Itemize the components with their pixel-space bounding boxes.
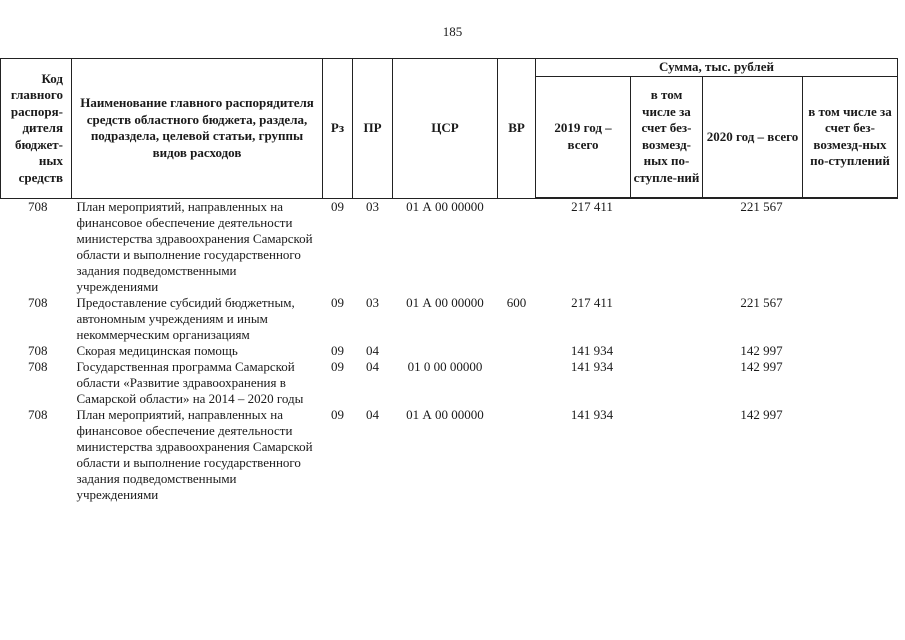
cell-name: Предоставление субсидий бюджетным, автономным учреждениям и иным некоммерческим организациям xyxy=(76,294,295,342)
header-2019-total: 2019 год – всего xyxy=(536,76,631,198)
cell-pr: 03 xyxy=(366,294,379,310)
table-row xyxy=(1,295,898,343)
cell-vr xyxy=(498,198,536,295)
header-pr: ПР xyxy=(353,59,393,199)
cell-csr: 01 0 00 00000 xyxy=(407,358,483,374)
header-rz: Рз xyxy=(323,59,353,199)
cell-vr: 600 xyxy=(506,294,527,310)
cell-2020-free xyxy=(803,343,898,359)
cell-2020-total: 221 567 xyxy=(740,294,783,310)
header-2019-free: в том числе за счет без-возмезд-ных по-ступле-ний xyxy=(631,76,703,198)
cell-pr: 04 xyxy=(366,358,379,374)
cell-2019-total: 141 934 xyxy=(570,406,614,422)
table-row xyxy=(1,407,898,503)
cell-csr: 01 А 00 00000 xyxy=(406,406,484,422)
cell-code: 708 xyxy=(28,406,48,422)
cell-code: 708 xyxy=(28,358,48,374)
header-csr: ЦСР xyxy=(393,59,498,199)
cell-csr: 01 А 00 00000 xyxy=(406,294,484,310)
cell-rz: 09 xyxy=(331,406,344,422)
cell-2020-total: 142 997 xyxy=(740,406,783,422)
cell-pr: 03 xyxy=(366,198,379,214)
table-body xyxy=(1,198,898,503)
cell-name: План мероприятий, направленных на финансовое обеспечение деятельности министерства здравоохранения Самарской области и выполнение государственного задания подведомственными учреждениями xyxy=(76,406,313,502)
cell-code: 708 xyxy=(28,198,48,214)
header-2020-free: в том числе за счет без-возмезд-ных по-ступлений xyxy=(803,76,898,198)
cell-rz: 09 xyxy=(331,358,344,374)
page-number: 185 xyxy=(442,24,463,39)
cell-code: 708 xyxy=(28,294,48,310)
cell-pr: 04 xyxy=(366,406,379,422)
cell-csr: 01 А 00 00000 xyxy=(406,198,484,214)
cell-pr: 04 xyxy=(366,342,379,358)
cell-2020-free xyxy=(803,198,898,295)
cell-2019-total: 141 934 xyxy=(570,358,614,374)
cell-2019-free xyxy=(631,343,703,359)
cell-vr xyxy=(498,359,536,407)
cell-rz: 09 xyxy=(331,198,344,214)
cell-2020-total: 221 567 xyxy=(740,199,783,214)
table-row xyxy=(1,343,898,359)
header-2020-total: 2020 год – всего xyxy=(703,76,803,198)
cell-2020-free xyxy=(803,359,898,407)
header-code: Код главного распоря-дителя бюджет-ных средств xyxy=(1,59,72,199)
cell-2019-free xyxy=(631,198,703,295)
cell-csr xyxy=(393,343,498,359)
cell-2019-total: 217 411 xyxy=(571,294,613,310)
table-row xyxy=(1,359,898,407)
cell-vr xyxy=(498,407,536,503)
cell-code: 708 xyxy=(28,342,48,358)
cell-vr xyxy=(498,343,536,359)
cell-2020-free xyxy=(803,407,898,503)
cell-2019-free xyxy=(631,407,703,503)
cell-2019-free xyxy=(631,295,703,343)
cell-rz: 09 xyxy=(331,342,344,358)
cell-2019-free xyxy=(631,359,703,407)
budget-table xyxy=(0,58,898,503)
cell-2019-total: 217 411 xyxy=(571,199,613,214)
cell-2019-total: 141 934 xyxy=(570,342,614,358)
table-header xyxy=(1,59,898,199)
header-vr: ВР xyxy=(498,59,536,199)
header-sum-group: Сумма, тыс. рублей xyxy=(536,59,898,77)
cell-name: План мероприятий, направленных на финансовое обеспечение деятельности министерства здравоохранения Самарской области и выполнение государственного задания подведомственными учреждениями xyxy=(76,198,313,294)
cell-name: Скорая медицинская помощь xyxy=(76,342,238,358)
cell-2020-total: 142 997 xyxy=(740,358,783,374)
cell-2020-free xyxy=(803,295,898,343)
cell-name: Государственная программа Самарской области «Развитие здравоохранения в Самарской области» на 2014 – 2020 годы xyxy=(76,358,304,406)
cell-2020-total: 142 997 xyxy=(740,342,783,358)
table-row xyxy=(1,198,898,295)
cell-rz: 09 xyxy=(331,294,344,310)
header-name: Наименование главного распорядителя средств областного бюджета, раздела, подраздела, целевой статьи, группы видов расходов xyxy=(72,59,323,199)
